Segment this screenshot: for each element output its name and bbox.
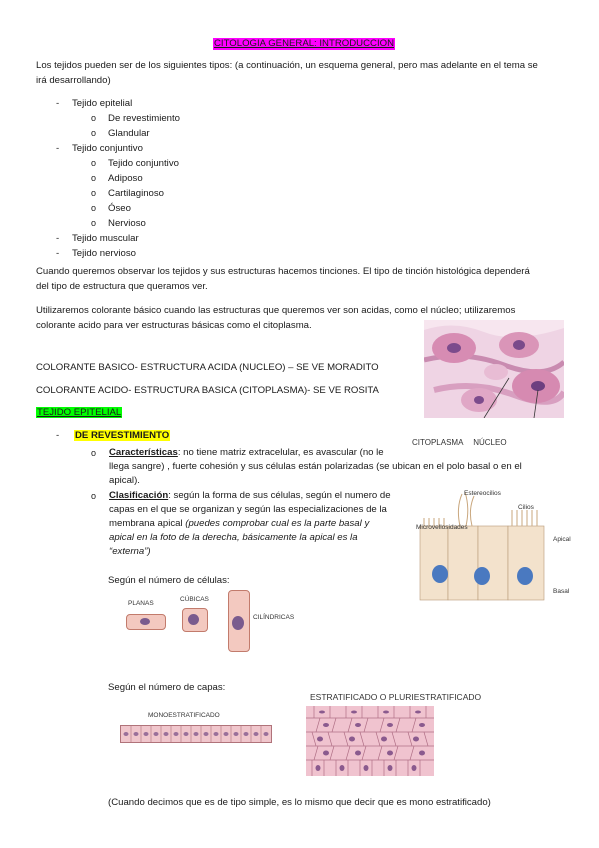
intro-line: Los tejidos pueden ser de los siguientes tipos: (a continuación, un esquema general, pero mas adelante en el tema se [36,60,538,71]
clasificacion-item: o Clasificación: según la forma de sus células, según el numero de capas en el que se organizan y según las especializaciones de la membrana apical (puedes comprobar cual es la parte basal y apical en la foto de la derecha, básicamente la apical es la “externa”) [91,490,391,557]
outline-subitem: o Cartilaginoso [91,188,165,199]
cell-shapes-figure [116,590,316,658]
outline-subitem: o Nervioso [91,218,146,229]
microvellosidades-label: Microvellosidades [416,524,468,531]
outline-subitem: o Óseo [91,203,131,214]
tinciones-paragraph: Cuando queremos observar los tejidos y sus estructuras hacemos tinciones. El tipo de tinción histológica dependerá del tipo de estructura que queramos ver. [36,266,530,292]
colorante-acido-line: COLORANTE ACIDO- ESTRUCTURA BASICA (CITOPLASMA)- SE VE ROSITA [36,385,379,396]
stratified-figure [306,706,434,776]
colorante-basico-line: COLORANTE BASICO- ESTRUCTURA ACIDA (NUCLEO) – SE VE MORADITO [36,362,379,373]
intro-line: irá desarrollando) [36,75,111,86]
citoplasma-label: CITOPLASMA [412,438,463,447]
outline-subitem: o Glandular [91,128,150,139]
micrograph-image [424,320,564,418]
subsection-heading: - DE REVESTIMIENTO [56,430,170,441]
outline-item: - Tejido epitelial [56,98,133,109]
apical-label: Apical [553,536,571,543]
cubicas-label: CÚBICAS [180,596,209,603]
mono-label: MONOESTRATIFICADO [148,712,220,719]
nucleo-label: NÚCLEO [473,438,507,447]
section-title: TEJIDO EPITELIAL [37,407,122,418]
footnote: (Cuando decimos que es de tipo simple, es lo mismo que decir que es mono estratificado) [108,797,491,808]
outline-subitem: o De revestimiento [91,113,180,124]
outline-subitem: o Tejido conjuntivo [91,158,179,169]
subsection-title: DE REVESTIMIENTO [75,430,170,441]
page-title: CITOLOGIA GENERAL: INTRODUCCION [214,38,394,49]
pluri-label: ESTRATIFICADO O PLURIESTRATIFICADO [310,692,482,702]
polarity-diagram [410,488,570,606]
outline-subitem: o Adiposo [91,173,143,184]
colorante-paragraph: Utilizaremos colorante básico cuando las estructuras que queremos ver son acidas, como el núcleo; utilizaremos colorante acido para ver estructuras básicas como el citoplasma. [36,305,516,331]
outline-item: - Tejido nervioso [56,248,136,259]
planas-label: PLANAS [128,600,154,607]
outline-item: - Tejido conjuntivo [56,143,143,154]
tissue-outline [56,96,180,261]
monolayer-figure [120,725,272,743]
caracteristicas-item: o Características: no tiene matriz extracelular, es avascular (no le llega sangre) , fuerte cohesión y sus células están polarizadas (se ubican en el polo basal o en el apical). [91,447,522,486]
intro-paragraph [36,58,566,88]
outline-item: - Tejido muscular [56,233,139,244]
segun-capas-label: Según el número de capas: [108,682,226,693]
estereocilios-label: Estereocilios [464,490,501,497]
basal-label: Basal [553,588,570,595]
cilios-label: Cilios [518,504,534,511]
cilindricas-label: CILÍNDRICAS [253,614,295,621]
segun-celulas-label: Según el número de células: [108,575,230,586]
